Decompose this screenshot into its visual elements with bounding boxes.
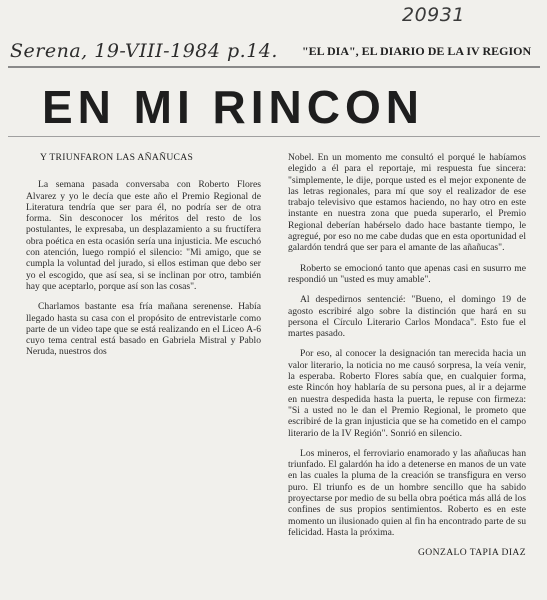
paragraph: Al despedirnos sentencié: "Bueno, el domingo 19 de agosto escribiré algo sobre la distinción que hará en su persona el Círculo Literario Carlos Mondaca". Esto fue el martes pasado. — [288, 294, 526, 340]
column-title: EN MI RINCON — [42, 81, 424, 133]
paragraph: Nobel. En un momento me consultó el porqué le habíamos elegido a él para el reportaje, mi respuesta fue sincera: "simplemente, le dije, porque usted es el mejor exponente de las letras regionales, para mí que soy el realizador de ese trabajo televisivo que estamos haciendo, no hay otro en este instante en nuestra zona que pueda superarlo, el Premio Regional deberían habérselo dado hace bastante tiempo, le agregué, por eso no me cabe dudas que en esta oportunidad el galardón tendrá que ser para el amante de las añañucas". — [288, 152, 526, 254]
handwritten-date-note: Serena, 19-VIII-1984 p.14. — [10, 40, 278, 62]
article-left-column — [26, 152, 261, 367]
author-signature: GONZALO TAPIA DIAZ — [417, 547, 526, 559]
paragraph: Charlamos bastante esa fría mañana serenense. Había llegado hasta su casa con el propósito de entrevistarle como parte de un video tape que se está realizando en el Liceo A-6 cuyo tema central está basado en Gabriela Mistral y Pablo Neruda, nuestros dos — [26, 301, 261, 358]
archive-number: 20931 — [402, 4, 465, 26]
article-subheadline: Y TRIUNFARON LAS AÑAÑUCAS — [40, 152, 194, 163]
paragraph: Por eso, al conocer la designación tan merecida hacia un valor literario, la noticia no me causó sorpresa, la veía venir, la esperaba. Roberto Flores sabía que, en cualquier forma, este Rincón hoy hablaría de su persona pues, al ir a dejarme en nuestra despedida hasta la puerta, le repuse con firmeza: "Si a usted no le dan el Premio Regional, le prometo que escribiré de la gran injusticia que se ha cometido en el campo literario de la IV Región". Sonrió en silencio. — [288, 348, 526, 439]
paragraph: La semana pasada conversaba con Roberto Flores Alvarez y yo le decía que este año el Premio Regional de Literatura tendría que ser para él, no podría ser de otra forma. Sin desconocer los méritos del resto de los postulantes, le expresaba, un desplazamiento a su fructífera obra poética en esta ocasión sería una injusticia. Me escuchó con atención, luego rompió el silencio: "Mi amigo, que se cumpla la voluntad del jurado, si ellos estiman que debo ser yo el escogido, que así sea, si se inclinan por otro, también hay que aceptarlo, porque así son las cosas". — [26, 179, 261, 292]
paragraph: Roberto se emocionó tanto que apenas casi en susurro me respondió un "usted es muy amable". — [288, 262, 526, 285]
top-divider — [8, 66, 540, 68]
article-right-column — [288, 152, 526, 559]
newspaper-masthead: "EL DIA", EL DIARIO DE LA IV REGION — [302, 44, 532, 58]
paragraph: Los mineros, el ferroviario enamorado y las añañucas han triunfado. El galardón ha ido a detenerse en manos de un vate en las cuales la pluma de la creación se transfigura en verso puro. El triunfo es de un hombre sencillo que ha sabido proyectarse por medio de su bella obra poética más allá de los confines de sus propios sentimientos. Roberto es en este momento un ilusionado quien al fin ha encontrado parte de su felicidad. Hasta la próxima. — [288, 447, 526, 538]
title-divider — [8, 136, 540, 137]
